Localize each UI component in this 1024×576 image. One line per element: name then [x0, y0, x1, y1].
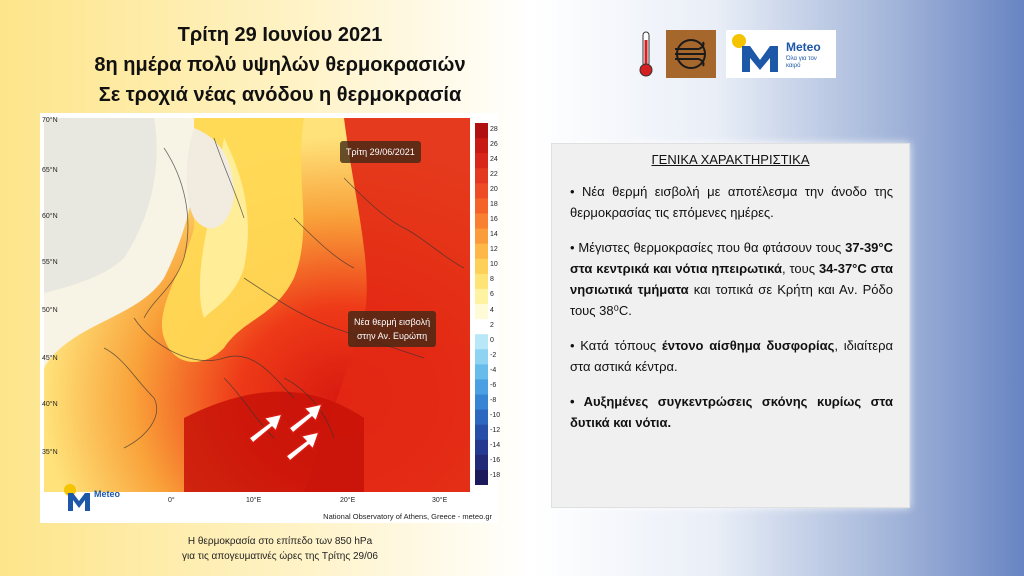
colorbar-step: [475, 244, 488, 260]
date-label: [340, 141, 421, 163]
date-label-text: Τρίτη 29/06/2021: [346, 147, 415, 157]
colorbar-step: [475, 153, 488, 169]
colorbar-step: [475, 440, 488, 456]
colorbar-step: [475, 470, 488, 485]
wind-icon: [666, 30, 716, 78]
colorbar-step: [475, 138, 488, 154]
colorbar-step: [475, 198, 488, 214]
lat-label: 70°N: [42, 117, 58, 124]
thermometer-icon: [636, 30, 656, 78]
colorbar-step: [475, 214, 488, 230]
colorbar-label: -18: [490, 472, 501, 480]
b3-text: • Κατά τόπους: [570, 338, 662, 353]
bullet-discomfort: [570, 335, 893, 377]
colorbar-step: [475, 168, 488, 184]
colorbar-label: 2: [490, 321, 494, 329]
b2-bold: 37-39°C στα κεντρικά και νότια ηπειρωτικά: [570, 240, 893, 276]
colorbar-label: 8: [490, 276, 494, 284]
colorbar-label: 22: [490, 170, 498, 178]
title-headline: Σε τροχιά νέας ανόδου η θερμοκρασία: [98, 84, 462, 106]
note-line-1: Νέα θερμή εισβολή: [354, 317, 431, 327]
colorbar-step: [475, 425, 488, 441]
colorbar-label: 28: [490, 125, 498, 133]
lon-label: 10°E: [246, 497, 262, 504]
colorbar-label: 6: [490, 291, 494, 299]
lat-label: 45°N: [42, 355, 58, 362]
meteo-m-icon: [740, 40, 780, 74]
meteo-logo: [726, 30, 836, 78]
panel-title: ΓΕΝΙΚΑ ΧΑΡΑΚΤΗΡΙΣΤΙΚΑ: [651, 152, 810, 167]
svg-text:Meteo: Meteo: [94, 489, 121, 499]
map-meteo-logo: [64, 483, 134, 513]
bullet-dust: • Αυξημένες συγκεντρώσεις σκόνης κυρίως στα δυτικά και νότια.: [570, 394, 893, 430]
colorbar-label: -10: [490, 412, 501, 420]
b2-text: • Μέγιστες θερμοκρασίες που θα φτάσουν τους: [570, 240, 846, 255]
caption-line-1: Η θερμοκρασία στο επίπεδο των 850 hPa: [187, 536, 373, 547]
colorbar-label: 26: [490, 140, 498, 148]
characteristics-panel: [551, 143, 910, 508]
heat-invasion-note: [348, 311, 436, 347]
b3-bold: έντονο αίσθημα δυσφορίας: [661, 338, 835, 353]
caption-line-2: για τις απογευματινές ώρες της Τρίτης 29/06: [182, 551, 378, 562]
title-date: Τρίτη 29 Ιουνίου 2021: [177, 24, 383, 46]
logo-tagline: Όλα για τον καιρό: [786, 56, 817, 69]
bullet-heat-invasion: • Νέα θερμή εισβολή με αποτέλεσμα την άνοδο της θερμοκρασίας τις επόμενες ημέρες.: [570, 184, 893, 220]
colorbar-label: -16: [490, 457, 501, 465]
map-image: [44, 118, 470, 492]
colorbar-label: 20: [490, 185, 498, 193]
colorbar-step: [475, 455, 488, 471]
colorbar-label: 18: [490, 200, 498, 208]
map-credit: National Observatory of Athens, Greece - meteo.gr: [323, 512, 492, 521]
colorbar-step: [475, 319, 488, 335]
colorbar-step: [475, 229, 488, 245]
colorbar-label: -2: [490, 351, 497, 359]
colorbar-step: [475, 364, 488, 380]
colorbar-label: -8: [490, 397, 497, 405]
lat-label: 35°N: [42, 449, 58, 456]
colorbar-label: -14: [490, 442, 501, 450]
colorbar-label: 4: [490, 306, 494, 314]
colorbar-step: [475, 349, 488, 365]
colorbar-label: 16: [490, 216, 498, 224]
colorbar-label: 0: [490, 336, 494, 344]
colorbar-label: -12: [490, 427, 501, 435]
logo-name: Meteo: [786, 40, 821, 54]
lon-label: 20°E: [340, 497, 356, 504]
b2-text: , τους: [781, 261, 819, 276]
colorbar-label: -6: [490, 381, 497, 389]
temperature-map: [40, 113, 501, 523]
bullet-max-temperatures: [570, 237, 893, 321]
colorbar-step: [475, 123, 488, 139]
lat-label: 60°N: [42, 213, 58, 220]
title-subtitle: 8η ημέρα πολύ υψηλών θερμοκρασιών: [94, 54, 466, 76]
colorbar-step: [475, 183, 488, 199]
colorbar-step: [475, 395, 488, 411]
colorbar-step: [475, 304, 488, 320]
colorbar-label: 12: [490, 246, 498, 254]
lon-label: 30°E: [432, 497, 448, 504]
colorbar-label: 10: [490, 261, 498, 269]
colorbar-step: [475, 379, 488, 395]
lat-label: 50°N: [42, 307, 58, 314]
colorbar-step: [475, 274, 488, 290]
lat-label: 40°N: [42, 401, 58, 408]
map-caption: [150, 534, 410, 564]
colorbar-label: 14: [490, 231, 498, 239]
lat-label: 65°N: [42, 167, 58, 174]
title-block: [40, 20, 520, 110]
colorbar-label: -4: [490, 366, 497, 374]
header-icons: [636, 30, 836, 78]
note-line-2: στην Αν. Ευρώπη: [357, 331, 428, 341]
b3-text: , ιδιαίτερα στα αστικά κέντρα.: [570, 338, 893, 374]
colorbar: [475, 123, 488, 485]
colorbar-step: [475, 289, 488, 305]
lon-label: 0°: [168, 497, 175, 504]
b2-bold: 34-37°C στα νησιωτικά τμήματα: [570, 261, 893, 297]
colorbar-step: [475, 334, 488, 350]
b2-text: και τοπικά σε Κρήτη και Αν. Ρόδο τους 38⁰C.: [570, 282, 893, 318]
colorbar-step: [475, 410, 488, 426]
colorbar-label: 24: [490, 155, 498, 163]
colorbar-step: [475, 259, 488, 275]
lat-label: 55°N: [42, 259, 58, 266]
